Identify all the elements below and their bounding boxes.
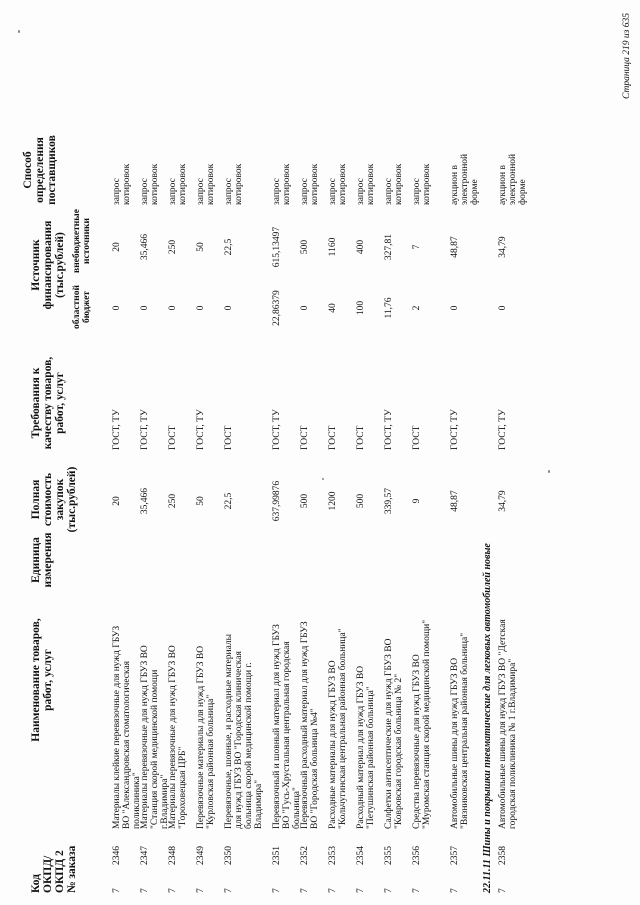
row-method: запрос котировок (140, 163, 160, 205)
row-requirements: ГОСТ, ТУ (450, 409, 460, 450)
row-method: запрос котировок (112, 163, 132, 205)
row-name: Расходный материал для нужд ГБУЗ ВО "Петушинская районная больница" (356, 665, 376, 829)
row-extra: 400 (356, 239, 366, 255)
row-name: Перевязочный расходный материал для нужд ГБУЗ ВО "Городская больница №4" (300, 621, 320, 829)
row-extra: 50 (196, 242, 206, 252)
row-requirements: ГОСТ (328, 425, 338, 450)
row-cost: 250 (168, 493, 178, 509)
row-requirements: ГОСТ, ТУ (498, 409, 508, 450)
row-cost: 500 (300, 493, 310, 509)
row-regional: 0 (140, 305, 150, 311)
row-code: 7 (140, 888, 150, 893)
row-code: 7 (224, 888, 234, 893)
row-method: запрос котировок (384, 163, 404, 205)
row-code: 7 (328, 888, 338, 893)
row-method: запрос котировок (168, 163, 188, 205)
row-cost: 34,79 (498, 490, 508, 512)
row-number: 2349 (196, 846, 206, 865)
row-method: запрос котировок (272, 163, 292, 205)
row-number: 2347 (140, 846, 150, 865)
row-regional: 0 (450, 305, 460, 311)
row-regional: 0 (498, 305, 508, 311)
row-regional: 11,76 (384, 297, 394, 319)
row-regional: 2 (412, 305, 422, 311)
row-extra: 22,5 (224, 238, 234, 256)
row-code: 7 (272, 888, 282, 893)
row-regional: 0 (196, 305, 206, 311)
row-number: 2348 (168, 846, 178, 865)
row-name: Салфетки антисептические для нужд ГБУЗ ВО "Ковровская городская больница № 2" (384, 638, 404, 829)
row-code: 7 (450, 888, 460, 893)
row-code: 7 (112, 888, 122, 893)
row-requirements: ГОСТ (300, 425, 310, 450)
row-requirements: ГОСТ (356, 425, 366, 450)
header-source-extra: внебюджетные источники (72, 209, 92, 273)
row-method: аукцион в электронной форме (450, 153, 480, 205)
row-code: 7 (300, 888, 310, 893)
row-cost: 637,99876 (272, 480, 282, 522)
section-title: Шины и покрышки пневматические для легковых автомобилей новые (482, 543, 493, 857)
row-number: 2350 (224, 846, 234, 865)
row-regional: 0 (168, 305, 178, 311)
row-name: Материалы клейкие перевязочные для нужд ГБУЗ ВО "Александровская стоматологическая поликлиника" (112, 625, 142, 829)
row-requirements: ГОСТ, ТУ (140, 409, 150, 450)
section-code: 22.11.11 (482, 859, 493, 893)
scan-speck (18, 30, 20, 33)
row-extra: 20 (112, 242, 122, 252)
row-name: Автомобильные шины для нужд ГБУЗ ВО "Детская городская поликлиника № 1 г.Владимира" (498, 619, 518, 829)
row-extra: 34,79 (498, 236, 508, 258)
section-heading (482, 463, 493, 893)
row-requirements: ГОСТ (168, 425, 178, 450)
row-cost: 22,5 (224, 492, 234, 510)
row-name: Перевязочные, шовные, и расходные материалы для нужд ГБУЗ ВО "Городская клиническая больница скорой медицинской помощи г. Владимира" (224, 634, 264, 829)
header-unit: Единица измерения (30, 532, 54, 588)
row-method: запрос котировок (196, 163, 216, 205)
page-number: Страница 219 из 635 (622, 13, 632, 99)
row-code: 7 (356, 888, 366, 893)
row-name: Расходные материалы для нужд ГБУЗ ВО "Кольчугинская центральная районная больница" (328, 628, 348, 829)
row-regional: 100 (356, 300, 366, 316)
row-name: Средства перевязочные для нужд ГБУЗ ВО "Муромская станция скорой медицинской помощи" (412, 619, 432, 829)
row-number: 2357 (450, 846, 460, 865)
row-regional: 0 (112, 305, 122, 311)
row-requirements: ГОСТ, ТУ (384, 409, 394, 450)
row-method: запрос котировок (300, 163, 320, 205)
row-extra: 250 (168, 239, 178, 255)
row-number: 2353 (328, 846, 338, 865)
row-name: Автомобильные шины для нужд ГБУЗ ВО "Вязниковская центральная районная больница" (450, 632, 470, 829)
row-requirements: ГОСТ (224, 425, 234, 450)
row-code: 7 (168, 888, 178, 893)
row-cost: 339,57 (384, 487, 394, 515)
row-extra: 615,13497 (272, 226, 282, 268)
row-cost: 1200 (328, 491, 338, 511)
row-name: Перевязочный и шовный материал для нужд ГБУЗ ВО "Гусь-Хрустальная центральная городская больница" (272, 624, 302, 829)
row-number: 2352 (300, 846, 310, 865)
row-code: 7 (196, 888, 206, 893)
row-code: 7 (384, 888, 394, 893)
row-cost: 500 (356, 493, 366, 509)
row-extra: 48,87 (450, 236, 460, 258)
row-extra: 7 (412, 244, 422, 250)
row-extra: 500 (300, 239, 310, 255)
row-name: Материалы перевязочные для нужд ГБУЗ ВО "Гороховецкая ЦРБ" (168, 645, 188, 829)
header-cost: Полная стоимость закупок (тыс.рублей) (30, 466, 78, 533)
header-requirements: Требования к качеству товаров, работ, услуг (30, 356, 66, 450)
header-name: Наименование товаров, работ, услуг (30, 618, 54, 742)
row-name: Материалы перевязочные для нужд ГБУЗ ВО "Станция скорой медицинской помощи г.Владимира" (140, 645, 170, 829)
header-method: Способ определения поставщиков (22, 135, 58, 205)
row-code: 7 (412, 888, 422, 893)
row-method: аукцион в электронной форме (498, 153, 528, 205)
row-number: 2356 (412, 846, 422, 865)
row-method: запрос котировок (328, 163, 348, 205)
row-requirements: ГОСТ, ТУ (196, 409, 206, 450)
row-requirements: ГОСТ, ТУ (112, 409, 122, 450)
row-method: запрос котировок (412, 163, 432, 205)
row-requirements: ГОСТ, ТУ (272, 409, 282, 450)
row-extra: 1160 (328, 237, 338, 257)
scan-speck (322, 478, 324, 480)
row-number: 2346 (112, 846, 122, 865)
header-code: Код ОКПД/ ОКПД 2 № заказа (30, 845, 78, 893)
row-method: запрос котировок (224, 163, 244, 205)
row-number: 2355 (384, 846, 394, 865)
row-number: 2354 (356, 846, 366, 865)
row-cost: 20 (112, 496, 122, 506)
header-source: Источник финансирования (тыс.рублей) (30, 220, 66, 310)
row-extra: 35,466 (140, 233, 150, 261)
row-regional: 22,86379 (272, 290, 282, 326)
row-requirements: ГОСТ (412, 425, 422, 450)
row-regional: 40 (328, 303, 338, 313)
row-number: 2358 (498, 846, 508, 865)
header-source-regional: областной бюджет (72, 285, 92, 329)
scan-speck (548, 470, 550, 473)
row-cost: 35,466 (140, 487, 150, 515)
row-cost: 48,87 (450, 490, 460, 512)
row-extra: 327,81 (384, 233, 394, 261)
row-code: 7 (498, 888, 508, 893)
row-cost: 9 (412, 498, 422, 504)
row-regional: 0 (224, 305, 234, 311)
row-number: 2351 (272, 846, 282, 865)
row-name: Перевязочные материалы для нужд ГБУЗ ВО "Курловская районная больница" (196, 645, 216, 829)
row-method: запрос котировок (356, 163, 376, 205)
row-regional: 0 (300, 305, 310, 311)
row-cost: 50 (196, 496, 206, 506)
